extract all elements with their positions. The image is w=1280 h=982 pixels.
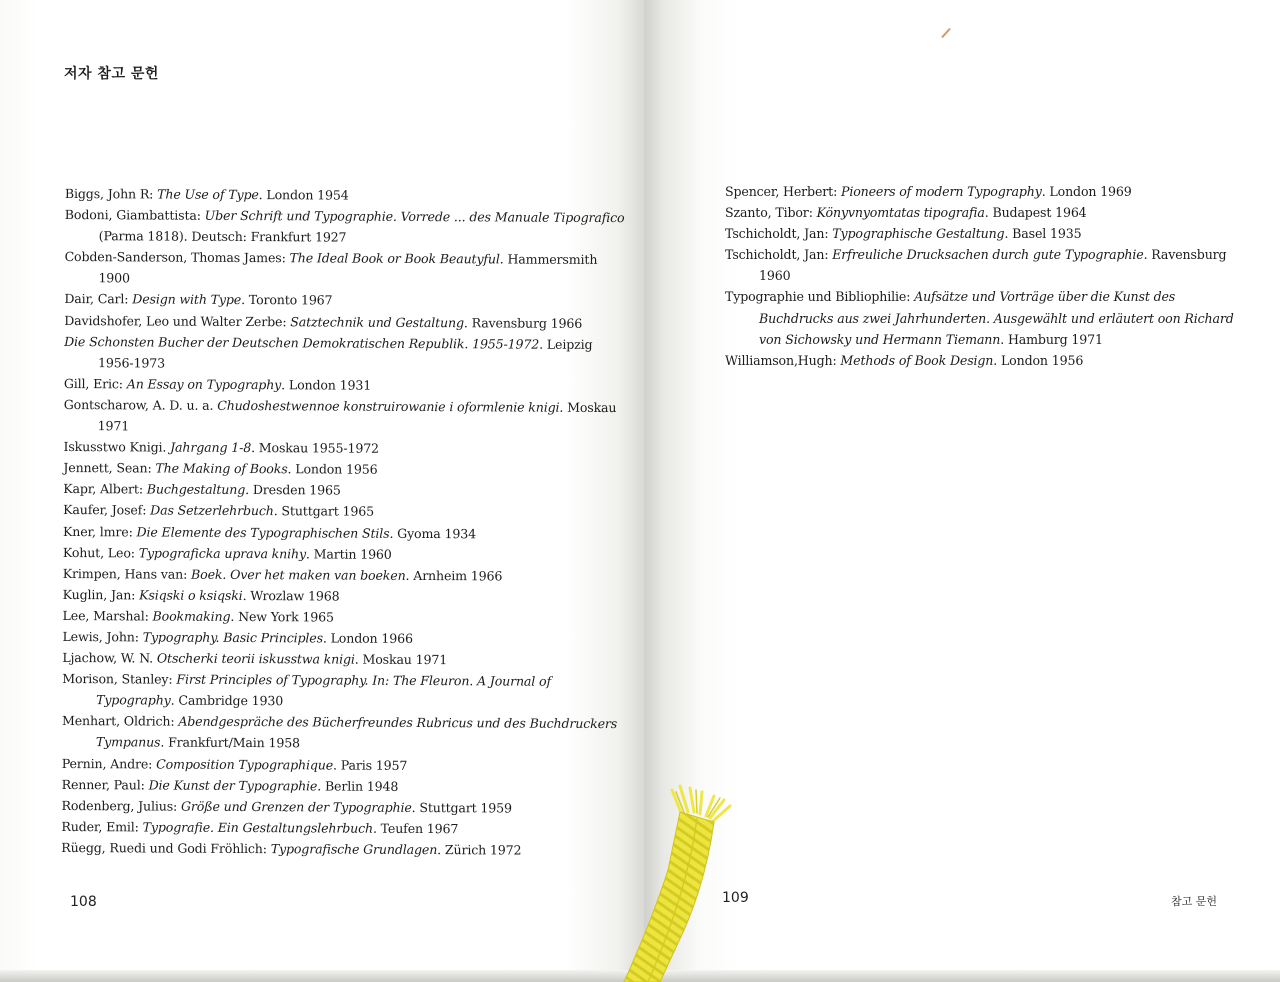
- entry-title: Typografie. Ein Gestaltungslehrbuch: [142, 819, 374, 836]
- entry-publication: . Martin 1960: [305, 545, 392, 562]
- entry-publication: . Zürich 1972: [437, 841, 522, 858]
- entry-title: Typograficka uprava knihy: [138, 545, 306, 561]
- entry-author: Rüegg, Ruedi und Godi Fröhlich: [61, 839, 263, 857]
- entry-author: Ljachow, W. N.: [62, 650, 154, 666]
- entry-publication: . Paris 1957: [333, 757, 408, 773]
- entry-publication: . Toronto 1967: [241, 292, 333, 308]
- entry-author: Kaufer, Josef: [63, 502, 143, 518]
- entry-author: Ruder, Emil: [61, 818, 135, 835]
- bibliography-entry: Gill, Eric: An Essay on Typography. London 1931: [63, 375, 372, 393]
- entry-author: Tschicholdt, Jan: [725, 226, 825, 242]
- entry-publication: . Ravensburg 1960: [759, 247, 1227, 284]
- bibliography-entry: Cobden-Sanderson, Thomas James: The Ideal Book or Book Beautyful. Hammersmith 1900: [64, 249, 598, 286]
- bibliography-entry: Bodoni, Giambattista: Uber Schrift und Typographie. Vorrede ... des Manuale Tipografico (Parma 1818). Deutsch: Frankfurt 1927: [64, 207, 625, 245]
- bibliography-entry: Kohut, Leo: Typograficka uprava knihy. Martin 1960: [62, 544, 392, 562]
- bibliography-entry: Menhart, Oldrich: Abendgespräche des Bücherfreundes Rubricus und des Buchdruckers Tympanus. Frankfurt/Main 1958: [61, 713, 618, 751]
- bibliography-entry: Ruder, Emil: Typografie. Ein Gestaltungslehrbuch. Teufen 1967: [61, 818, 459, 837]
- entry-publication: Moskau 1971: [97, 399, 617, 434]
- entry-publication: . Stuttgart 1965: [273, 503, 375, 520]
- entry-publication: . Hamburg 1971: [1000, 331, 1103, 347]
- entry-author: Lewis, John: [62, 628, 135, 645]
- entry-publication: . Arnheim 1966: [405, 567, 503, 584]
- bibliography-entry: Renner, Paul: Die Kunst der Typographie. Berlin 1948: [61, 776, 399, 794]
- entry-author: Davidshofer, Leo und Walter Zerbe: [64, 312, 283, 329]
- entry-author: Renner, Paul: [61, 776, 141, 793]
- entry-title: Erfreuliche Drucksachen durch gute Typographie: [832, 247, 1144, 263]
- entry-author: Kner, lmre: [63, 523, 129, 539]
- bibliography-entry: Williamson,Hugh: Methods of Book Design. London 1956: [725, 352, 1084, 368]
- entry-publication: . London 1966: [322, 630, 413, 646]
- page-bottom-edge: [0, 970, 1280, 982]
- entry-author: Cobden-Sanderson, Thomas James: [64, 249, 282, 266]
- bibliography-entry: Dair, Carl: Design with Type. Toronto 1967: [64, 291, 333, 308]
- entry-author: Dair, Carl: [64, 291, 125, 307]
- bibliography-entry: Krimpen, Hans van: Boek. Over het maken van boeken. Arnheim 1966: [62, 565, 503, 584]
- entry-author: Biggs, John R: [64, 185, 150, 202]
- entry-publication: . Berlin 1948: [317, 778, 399, 794]
- entry-publication: (Parma 1818). Deutsch: Frankfurt 1927: [98, 228, 347, 245]
- bibliography-entry: Kaufer, Josef: Das Setzerlehrbuch. Stuttgart 1965: [63, 502, 375, 520]
- entry-title: Satztechnik und Gestaltung: [290, 313, 464, 330]
- page-number-right: 109: [722, 890, 749, 906]
- entry-title: Typographische Gestaltung: [832, 226, 1005, 242]
- bibliography-entry: Jennett, Sean: The Making of Books. London 1956: [63, 460, 378, 477]
- entry-title: Die Schonsten Bucher der Deutschen Demokratischen Republik. 1955-1972: [64, 333, 540, 352]
- entry-author: Gill, Eric: [63, 375, 119, 392]
- entry-publication: . Basel 1935: [1004, 226, 1082, 242]
- entry-author: Bodoni, Giambattista: [64, 207, 197, 223]
- entry-author: Williamson,Hugh: [725, 352, 833, 368]
- entry-title: Die Elemente des Typographischen Stils: [136, 523, 390, 541]
- entry-author: Typographie und Bibliophilie: [725, 289, 907, 305]
- bibliography-entry: Kuglin, Jan: Ksiqski o ksiqski. Wrozlaw 1968: [62, 586, 340, 604]
- entry-author: Spencer, Herbert: [725, 184, 834, 199]
- entry-title: The Ideal Book or Book Beautyful.: [289, 250, 504, 267]
- bibliography-entry: Spencer, Herbert: Pioneers of modern Typography. London 1969: [725, 184, 1132, 199]
- section-title: 저자 참고 문헌: [64, 66, 159, 82]
- entry-title: Ksiqski o ksiqski: [139, 587, 243, 603]
- entry-author: Jennett, Sean: [63, 460, 148, 476]
- entry-title: Bookmaking: [152, 608, 231, 624]
- right-page: [644, 0, 1280, 982]
- bibliography-entry: [64, 331, 624, 376]
- entry-title: Methods of Book Design: [840, 352, 994, 368]
- entry-publication: . Stuttgart 1959: [411, 799, 512, 816]
- entry-title: Chudoshestwennoe konstruirowanie i oformlenie knigi.: [217, 397, 564, 415]
- running-head: 참고 문헌: [1171, 895, 1218, 908]
- entry-publication: . London 1931: [281, 377, 372, 393]
- entry-publication: . Teufen 1967: [372, 820, 459, 837]
- entry-publication: . Frankfurt/Main 1958: [160, 734, 300, 751]
- entry-title: First Principles of Typography. In: The Fleuron. A Journal of Typography: [96, 671, 552, 708]
- entry-author: Rodenberg, Julius: [61, 797, 174, 814]
- bibliography-entry: Tschicholdt, Jan: Erfreuliche Drucksachen durch gute Typographie. Ravensburg 1960: [725, 247, 1227, 284]
- bibliography-list-left: [61, 183, 625, 861]
- bibliography-entry: Typographie und Bibliophilie: Aufsätze und Vorträge über die Kunst des Buchdrucks aus zwei Jahrhunderten. Ausgewählt und erläutert oon Richard von Sichowsky und Hermann Tiemann. Hamburg 1971: [725, 289, 1234, 347]
- bibliography-entry: Kapr, Albert: Buchgestaltung. Dresden 1965: [63, 481, 341, 498]
- entry-author: Gontscharow, A. D. u. a.: [63, 396, 214, 413]
- bibliography-entry: Rodenberg, Julius: Größe und Grenzen der Typographie. Stuttgart 1959: [61, 797, 512, 816]
- entry-publication: . Leipzig 1956-1973: [97, 336, 593, 371]
- entry-title: An Essay on Typography: [126, 376, 282, 393]
- entry-title: Typografische Grundlagen: [270, 841, 438, 857]
- bibliography-entry: Szanto, Tibor: Könyvnyomtatas tipografia. Budapest 1964: [725, 205, 1087, 221]
- entry-title: Die Kunst der Typographie: [148, 777, 318, 794]
- entry-author: Kuglin, Jan: [62, 586, 132, 603]
- entry-publication: . London 1954: [258, 187, 349, 203]
- entry-title: Aufsätze und Vorträge über die Kunst des Buchdrucks aus zwei Jahrhunderten. Ausgewählt und erläutert oon Richard von Sichowsky und Hermann Tiemann: [759, 289, 1234, 347]
- bibliography-entry: Pernin, Andre: Composition Typographique. Paris 1957: [61, 755, 408, 773]
- entry-publication: . Moskau 1971: [354, 651, 448, 668]
- bibliography-entry: Lee, Marshal: Bookmaking. New York 1965: [62, 607, 334, 625]
- entry-publication: . Dresden 1965: [245, 482, 341, 498]
- bibliography-entry: Morison, Stanley: First Principles of Typography. In: The Fleuron. A Journal of Typography. Cambridge 1930: [62, 671, 552, 709]
- entry-title: Pioneers of modern Typography: [841, 184, 1042, 199]
- entry-author: Kapr, Albert: [63, 481, 139, 497]
- entry-title: Design with Type: [132, 291, 242, 308]
- entry-title: Typography. Basic Principles: [142, 629, 323, 646]
- entry-title: Otscherki teorii iskusstwa knigi: [156, 650, 355, 667]
- pencil-mark: [941, 28, 951, 38]
- entry-publication: . Budapest 1964: [984, 205, 1087, 221]
- entry-author: Szanto, Tibor: [725, 205, 809, 221]
- entry-publication: . Moskau 1955-1972: [251, 440, 379, 456]
- entry-author: Iskusstwo Knigi.: [63, 439, 167, 455]
- entry-title: Composition Typographique: [156, 756, 334, 773]
- entry-author: Krimpen, Hans van: [62, 565, 184, 582]
- entry-publication: . Wrozlaw 1968: [242, 587, 340, 604]
- entry-publication: . Gyoma 1934: [389, 525, 476, 541]
- entry-title: Buchgestaltung: [146, 481, 246, 498]
- entry-publication: . London 1969: [1041, 184, 1132, 199]
- bibliography-entry: Lewis, John: Typography. Basic Principles. London 1966: [62, 628, 413, 646]
- page-number-left: 108: [70, 894, 97, 910]
- bibliography-list-right: [725, 181, 1245, 371]
- entry-title: Jahrgang 1-8: [170, 439, 252, 456]
- entry-title: Boek. Over het maken van boeken: [191, 566, 406, 583]
- bibliography-entry: [64, 394, 624, 439]
- entry-title: Abendgespräche des Bücherfreundes Rubricus und des Buchdruckers Tympanus: [95, 713, 618, 750]
- entry-author: Lee, Marshal: [62, 607, 145, 624]
- entry-author: Morison, Stanley: [62, 671, 169, 687]
- entry-title: Größe und Grenzen der Typographie: [180, 798, 412, 815]
- entry-author: Pernin, Andre: [61, 755, 149, 772]
- entry-publication: . Ravensburg 1966: [463, 314, 583, 331]
- bibliography-entry: Davidshofer, Leo und Walter Zerbe: Satztechnik und Gestaltung. Ravensburg 1966: [64, 312, 583, 331]
- entry-title: The Making of Books: [155, 460, 288, 477]
- entry-publication: . London 1956: [993, 352, 1084, 368]
- entry-author: Menhart, Oldrich: [61, 713, 171, 729]
- entry-publication: Hammersmith 1900: [98, 251, 598, 286]
- entry-publication: . New York 1965: [230, 608, 334, 625]
- entry-publication: . Cambridge 1930: [170, 692, 284, 709]
- entry-author: Kohut, Leo: [62, 544, 131, 560]
- entry-title: Das Setzerlehrbuch: [150, 502, 274, 519]
- bibliography-entry: Tschicholdt, Jan: Typographische Gestaltung. Basel 1935: [725, 226, 1082, 242]
- bibliography-entry: Kner, lmre: Die Elemente des Typographischen Stils. Gyoma 1934: [63, 523, 476, 541]
- bibliography-entry: Rüegg, Ruedi und Godi Fröhlich: Typografische Grundlagen. Zürich 1972: [61, 839, 522, 858]
- entry-title: Uber Schrift und Typographie. Vorrede ... des Manuale Tipografico: [204, 207, 625, 226]
- entry-title: Könyvnyomtatas tipografia: [816, 205, 985, 221]
- bibliography-entry: Biggs, John R: The Use of Type. London 1954: [64, 185, 349, 203]
- entry-title: The Use of Type: [157, 186, 259, 203]
- entry-publication: . London 1956: [287, 461, 378, 477]
- entry-author: Tschicholdt, Jan: [725, 247, 825, 263]
